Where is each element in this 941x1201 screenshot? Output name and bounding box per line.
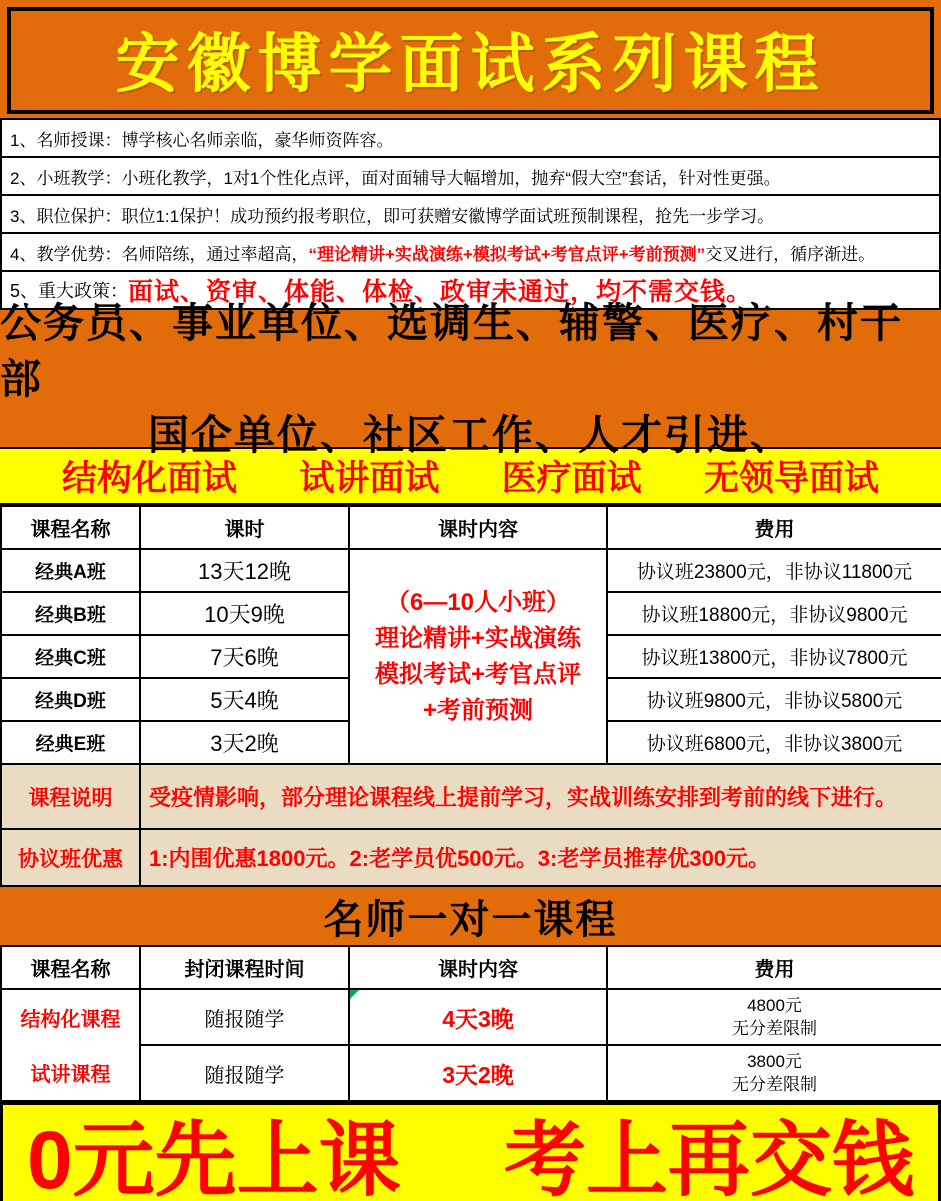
feature-text: 1、名师授课：博学核心名师亲临，豪华师资阵容。 bbox=[10, 130, 394, 150]
course-name: 经典A班 bbox=[1, 549, 140, 592]
feature-highlight: “理论精讲+实战演练+模拟考试+考官点评+考前预测” bbox=[308, 244, 706, 264]
feature-text: 5、重大政策： bbox=[10, 281, 129, 301]
course-name: 经典D班 bbox=[1, 678, 140, 721]
course-fee: 协议班6800元，非协议3800元 bbox=[607, 721, 941, 764]
column-header-content: 课时内容 bbox=[349, 506, 607, 549]
course-fee bbox=[607, 1045, 941, 1101]
one-to-one-table bbox=[0, 945, 941, 1102]
column-header-course-name: 课程名称 bbox=[1, 946, 140, 989]
course-name: 结构化课程 bbox=[20, 1009, 121, 1031]
table-header-row bbox=[1, 946, 941, 989]
course-content bbox=[349, 989, 607, 1045]
feature-suffix: 交叉进行，循序渐进。 bbox=[705, 244, 876, 264]
fee-amount: 4800元 bbox=[747, 996, 802, 1015]
feature-row-3 bbox=[0, 196, 941, 234]
course-name: 经典E班 bbox=[1, 721, 140, 764]
fee-amount: 3800元 bbox=[747, 1052, 802, 1071]
course-name: 经典B班 bbox=[1, 592, 140, 635]
column-header-course-name: 课程名称 bbox=[1, 506, 140, 549]
course-content-text: 3天2晚 bbox=[442, 1061, 514, 1088]
course-duration: 7天6晚 bbox=[140, 635, 349, 678]
course-content-cell bbox=[349, 549, 607, 764]
course-name: 经典C班 bbox=[1, 635, 140, 678]
table-row bbox=[1, 989, 941, 1045]
course-fee: 协议班23800元，非协议11800元 bbox=[607, 549, 941, 592]
column-header-fee: 费用 bbox=[607, 946, 941, 989]
feature-text: 3、职位保护：职位1:1保护！成功预约报考职位，即可获赠安徽博学面试班预制课程，抢先一步学习。 bbox=[10, 206, 775, 226]
course-name: 试讲课程 bbox=[30, 1064, 111, 1086]
feature-row-1 bbox=[0, 120, 941, 158]
feature-list bbox=[0, 118, 941, 310]
fee-note: 无分差限制 bbox=[732, 1075, 817, 1094]
column-header-fee: 费用 bbox=[607, 506, 941, 549]
table-row bbox=[1, 549, 941, 592]
note-row-course-note bbox=[1, 764, 941, 829]
audience-banner bbox=[0, 299, 941, 458]
course-fee: 协议班18800元，非协议9800元 bbox=[607, 592, 941, 635]
note-text: 1:内围优惠1800元。2:老学员优500元。3:老学员推荐优300元。 bbox=[140, 829, 941, 886]
feature-highlight: 面试、资审、体能、体检、政审未通过，均不需交钱。 bbox=[128, 278, 753, 306]
column-header-hours: 课时 bbox=[140, 506, 349, 549]
course-duration: 3天2晚 bbox=[140, 721, 349, 764]
footer-slogan bbox=[0, 1102, 941, 1201]
course-fee: 协议班13800元，非协议7800元 bbox=[607, 635, 941, 678]
content-line: 理论精讲+实战演练 bbox=[374, 624, 581, 652]
cell-corner-marker bbox=[350, 990, 359, 999]
slogan-right: 考上再交钱 bbox=[503, 1115, 914, 1201]
course-price-table bbox=[0, 505, 941, 887]
page-title: 安徽博学面试系列课程 bbox=[115, 28, 826, 100]
content-line: 模拟考试+考官点评 bbox=[374, 660, 581, 688]
one-to-one-banner: 名师一对一课程 bbox=[0, 887, 941, 945]
course-fee bbox=[607, 989, 941, 1045]
content-line: （6—10人小班） bbox=[385, 588, 571, 616]
feature-text: 2、小班教学：小班化教学，1对1个性化点评，面对面辅导大幅增加，抛弃“假大空”套话，针对性更强。 bbox=[10, 168, 781, 188]
feature-row-4 bbox=[0, 234, 941, 272]
column-header-content: 课时内容 bbox=[349, 946, 607, 989]
course-duration: 10天9晚 bbox=[140, 592, 349, 635]
feature-row-2 bbox=[0, 158, 941, 196]
audience-line-2: 国企单位、社区工作、人才引进、 bbox=[148, 411, 793, 458]
interview-type-structured: 结构化面试 bbox=[62, 459, 238, 498]
note-label: 课程说明 bbox=[1, 764, 140, 829]
note-label: 协议班优惠 bbox=[1, 829, 140, 886]
course-fee: 协议班9800元，非协议5800元 bbox=[607, 678, 941, 721]
course-duration: 5天4晚 bbox=[140, 678, 349, 721]
column-header-schedule: 封闭课程时间 bbox=[140, 946, 349, 989]
table-header-row bbox=[1, 506, 941, 549]
fee-note: 无分差限制 bbox=[732, 1019, 817, 1038]
course-content-text: 4天3晚 bbox=[442, 1005, 514, 1032]
course-duration: 13天12晚 bbox=[140, 549, 349, 592]
interview-type-medical: 医疗面试 bbox=[501, 459, 642, 498]
slogan-left: 0元先上课 bbox=[27, 1115, 401, 1201]
course-content bbox=[349, 1045, 607, 1101]
content-line: +考前预测 bbox=[422, 696, 533, 724]
table-row bbox=[1, 1045, 941, 1101]
course-schedule: 随报随学 bbox=[140, 989, 349, 1045]
audience-line-1: 公务员、事业单位、选调生、辅警、医疗、村干部 bbox=[0, 299, 903, 402]
interview-type-lecture: 试讲面试 bbox=[299, 459, 440, 498]
note-row-discount bbox=[1, 829, 941, 886]
feature-text: 4、教学优势：名师陪练，通过率超高， bbox=[10, 244, 309, 264]
note-text: 受疫情影响，部分理论课程线上提前学习，实战训练安排到考前的线下进行。 bbox=[140, 764, 941, 829]
course-schedule: 随报随学 bbox=[140, 1045, 349, 1101]
interview-type-leaderless: 无领导面试 bbox=[703, 459, 879, 498]
poster-header bbox=[0, 0, 941, 118]
course-name-cell bbox=[1, 989, 140, 1101]
